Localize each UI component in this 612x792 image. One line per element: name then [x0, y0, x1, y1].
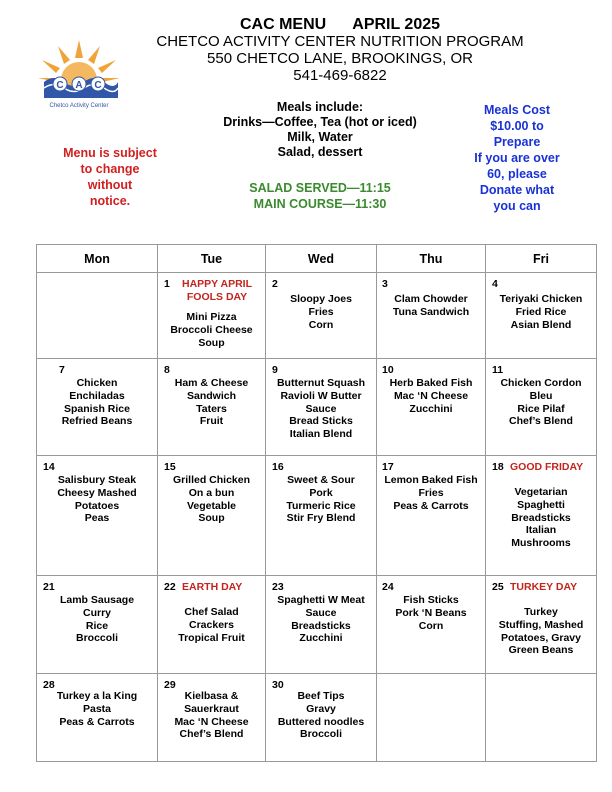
- menu-item: Taters: [196, 402, 227, 415]
- day-cell: [377, 456, 486, 576]
- menu-item: Kielbasa &: [184, 690, 239, 702]
- menu-item: Teriyaki Chicken: [499, 293, 583, 305]
- notice-line: notice.: [89, 194, 131, 208]
- menu-item: Beef Tips: [297, 690, 345, 702]
- empty-day-cell: [377, 674, 486, 762]
- menu-item: Pork: [309, 486, 333, 499]
- day-cell: [158, 273, 266, 359]
- menu-item: Fried Rice: [515, 305, 567, 318]
- menu-item: Mushrooms: [511, 537, 571, 550]
- week-row: [37, 674, 597, 762]
- week-row: [37, 456, 597, 576]
- day-cell: [37, 674, 158, 762]
- week-row: [37, 576, 597, 674]
- menu-item: Vegetable: [186, 499, 237, 512]
- menu-item: Zucchini: [299, 632, 343, 645]
- menu-item: Sauce: [305, 606, 337, 619]
- empty-day-cell: [37, 273, 158, 359]
- menu-item: Fish Sticks: [403, 594, 459, 606]
- day-cell: [37, 456, 158, 576]
- cost-line: Donate what: [479, 183, 555, 197]
- day-number: 2: [272, 278, 278, 290]
- menu-item: Breadsticks: [511, 511, 571, 524]
- menu-item: Broccoli: [75, 632, 118, 645]
- menu-item: Tropical Fruit: [178, 631, 245, 644]
- menu-item: Chicken Cordon: [500, 377, 582, 389]
- menu-item: Butternut Squash: [276, 377, 366, 389]
- salad-time: SALAD SERVED—11:15: [249, 181, 391, 195]
- menu-items: [266, 273, 376, 331]
- meals-include-line: Drinks—Coffee, Tea (hot or iced): [223, 115, 417, 129]
- menu-item: Soup: [198, 512, 225, 525]
- menu-item: Mac ‘N Cheese: [393, 389, 469, 402]
- day-number: 17: [382, 461, 394, 473]
- logo-letter: C: [56, 80, 64, 91]
- menu-item: Tuna Sandwich: [392, 305, 470, 318]
- menu-items: [37, 359, 157, 428]
- day-number: 23: [272, 581, 284, 593]
- change-notice: [45, 145, 175, 209]
- day-number: 25: [492, 581, 504, 593]
- menu-item: Peas & Carrots: [393, 499, 469, 512]
- day-cell: [377, 576, 486, 674]
- day-number: 15: [164, 461, 176, 473]
- main-course-time: MAIN COURSE—11:30: [253, 197, 387, 211]
- menu-item: Italian: [525, 524, 557, 537]
- logo-letter: C: [94, 80, 102, 91]
- cost-line: you can: [493, 199, 541, 213]
- week-row: [37, 273, 597, 359]
- day-cell: [158, 359, 266, 456]
- weekday-header: Mon: [37, 245, 158, 273]
- menu-item: Lemon Baked Fish: [384, 474, 478, 486]
- menu-item: Spanish Rice: [64, 402, 130, 415]
- meals-include-line: Salad, dessert: [277, 145, 363, 159]
- menu-item: Corn: [418, 619, 444, 632]
- menu-item: Sloopy Joes: [290, 293, 352, 305]
- serving-times: [200, 180, 440, 212]
- cost-line: $10.00 to: [490, 119, 544, 133]
- menu-item: Asian Blend: [510, 318, 572, 331]
- menu-item: Spaghetti: [517, 498, 565, 511]
- menu-item: Ravioli W Butter: [280, 389, 362, 402]
- meals-include: [200, 100, 440, 160]
- menu-item: Pork ‘N Beans: [395, 606, 467, 619]
- menu-item: Soup: [198, 336, 225, 349]
- menu-item: On a bun: [188, 486, 235, 499]
- day-number: 1: [164, 278, 170, 290]
- weekday-header: Thu: [377, 245, 486, 273]
- day-cell: [377, 359, 486, 456]
- menu-item: Rice: [85, 619, 109, 632]
- holiday-label: EARTH DAY: [182, 581, 243, 593]
- day-cell: [486, 456, 597, 576]
- cac-logo: [38, 38, 120, 110]
- menu-item: Cheesy Mashed: [57, 486, 137, 499]
- menu-item: Green Beans: [508, 644, 574, 657]
- menu-item: Potatoes, Gravy: [501, 631, 581, 644]
- phone: 541-469-6822: [293, 67, 387, 84]
- menu-item: Chef’s Blend: [509, 415, 573, 428]
- menu-item: Mini Pizza: [186, 311, 237, 323]
- day-cell: [37, 359, 158, 456]
- menu-items: [37, 576, 157, 645]
- menu-item: Italian Blend: [289, 428, 353, 441]
- menu-items: [266, 359, 376, 441]
- day-number: 7: [59, 364, 65, 376]
- meals-include-line: Milk, Water: [287, 130, 353, 144]
- day-number: 18: [492, 461, 504, 473]
- menu-item: Turkey a la King: [56, 690, 138, 702]
- day-number: 9: [272, 364, 278, 376]
- address: 550 CHETCO LANE, BROOKINGS, OR: [207, 50, 473, 67]
- meal-cost-note: [462, 102, 572, 214]
- menu-item: Sandwich: [186, 389, 236, 402]
- sun-wave-logo-icon: [38, 38, 120, 110]
- cost-line: Meals Cost: [484, 103, 550, 117]
- menu-item: Chef Salad: [184, 606, 239, 618]
- menu-items: [158, 359, 265, 428]
- menu-item: Peas & Carrots: [59, 715, 135, 728]
- menu-item: Fruit: [199, 415, 224, 428]
- menu-items: [377, 273, 485, 319]
- menu-item: Peas: [84, 512, 110, 525]
- day-cell: [158, 576, 266, 674]
- weekday-header: Tue: [158, 245, 266, 273]
- weekday-header: Wed: [266, 245, 377, 273]
- menu-item: Rice Pilaf: [517, 402, 565, 415]
- holiday-label: GOOD FRIDAY: [510, 461, 584, 473]
- menu-item: Bleu: [529, 389, 553, 402]
- menu-item: Sauce: [305, 402, 337, 415]
- day-cell: [158, 674, 266, 762]
- menu-item: Herb Baked Fish: [389, 377, 473, 389]
- logo-caption: Chetco Activity Center: [49, 103, 109, 109]
- notice-line: Menu is subject: [63, 146, 157, 160]
- day-cell: [377, 273, 486, 359]
- day-number: 30: [272, 679, 284, 691]
- day-number: 14: [43, 461, 55, 473]
- menu-item: Mac ‘N Cheese: [174, 715, 249, 728]
- org-name: CHETCO ACTIVITY CENTER NUTRITION PROGRAM: [156, 33, 524, 50]
- day-number: 24: [382, 581, 394, 593]
- day-number: 8: [164, 364, 170, 376]
- day-number: 21: [43, 581, 55, 593]
- menu-item: Sauerkraut: [184, 702, 239, 715]
- menu-item: Grilled Chicken: [172, 474, 251, 486]
- day-number: 11: [492, 364, 504, 376]
- menu-item: Ham & Cheese: [174, 377, 249, 389]
- day-number: 29: [164, 679, 176, 691]
- day-cell: [486, 359, 597, 456]
- menu-items: [486, 273, 596, 331]
- menu-item: Lamb Sausage: [59, 594, 135, 606]
- weekday-header: Fri: [486, 245, 597, 273]
- menu-item: Stuffing, Mashed: [498, 618, 584, 631]
- menu-item: Pasta: [82, 702, 112, 715]
- cost-line: If you are over: [474, 151, 560, 165]
- day-cell: [158, 456, 266, 576]
- menu-items: [37, 674, 157, 728]
- notice-line: to change: [80, 162, 140, 176]
- menu-item: Zucchini: [409, 402, 453, 415]
- menu-item: Chef’s Blend: [179, 728, 244, 741]
- day-cell: [266, 456, 377, 576]
- menu-item: Turmeric Rice: [286, 499, 356, 512]
- holiday-label: TURKEY DAY: [510, 581, 578, 593]
- day-number: 16: [272, 461, 284, 473]
- day-number: 22: [164, 581, 176, 593]
- menu-item: Sweet & Sour: [287, 474, 355, 486]
- day-cell: [37, 576, 158, 674]
- menu-item: Refried Beans: [61, 415, 133, 428]
- logo-letter: A: [75, 80, 83, 91]
- menu-items: [37, 456, 157, 525]
- menu-item: Fries: [418, 486, 444, 499]
- day-cell: [266, 359, 377, 456]
- menu-item: Stir Fry Blend: [286, 512, 356, 525]
- week-row: [37, 359, 597, 456]
- menu-item: Gravy: [306, 702, 336, 715]
- day-cell: [266, 273, 377, 359]
- menu-item: Curry: [82, 606, 111, 619]
- menu-item: Broccoli: [299, 728, 342, 741]
- notice-line: without: [87, 178, 133, 192]
- day-number: 10: [382, 364, 394, 376]
- cost-line: 60, please: [487, 167, 547, 181]
- cost-line: Prepare: [493, 135, 541, 149]
- day-cell: [486, 273, 597, 359]
- empty-day-cell: [486, 674, 597, 762]
- menu-calendar: [36, 244, 597, 762]
- menu-item: Buttered noodles: [277, 715, 365, 728]
- day-number: 4: [492, 278, 498, 290]
- day-number: 28: [43, 679, 55, 691]
- meals-include-heading: Meals include:: [276, 100, 364, 114]
- menu-item: Vegetarian: [514, 486, 568, 498]
- day-number: 3: [382, 278, 388, 290]
- menu-item: Chicken: [76, 377, 118, 389]
- menu-title: CAC MENU APRIL 2025: [239, 16, 441, 33]
- menu-item: Turkey: [524, 606, 558, 618]
- holiday-label: HAPPY APRIL FOOLS DAY: [182, 278, 253, 303]
- menu-item: Potatoes: [74, 499, 120, 512]
- page-header: [130, 16, 550, 84]
- day-cell: [266, 576, 377, 674]
- menu-item: Clam Chowder: [394, 293, 468, 305]
- menu-item: Enchiladas: [69, 389, 125, 402]
- menu-item: Breadsticks: [291, 619, 351, 632]
- day-cell: [486, 576, 597, 674]
- weekday-header-row: [37, 245, 597, 273]
- day-cell: [266, 674, 377, 762]
- menu-item: Crackers: [189, 618, 234, 631]
- menu-item: Spaghetti W Meat: [277, 594, 365, 606]
- menu-item: Salisbury Steak: [57, 474, 137, 486]
- menu-item: Corn: [308, 318, 334, 331]
- menu-item: Broccoli Cheese: [170, 323, 253, 336]
- menu-item: Bread Sticks: [289, 415, 353, 428]
- menu-item: Fries: [308, 305, 334, 318]
